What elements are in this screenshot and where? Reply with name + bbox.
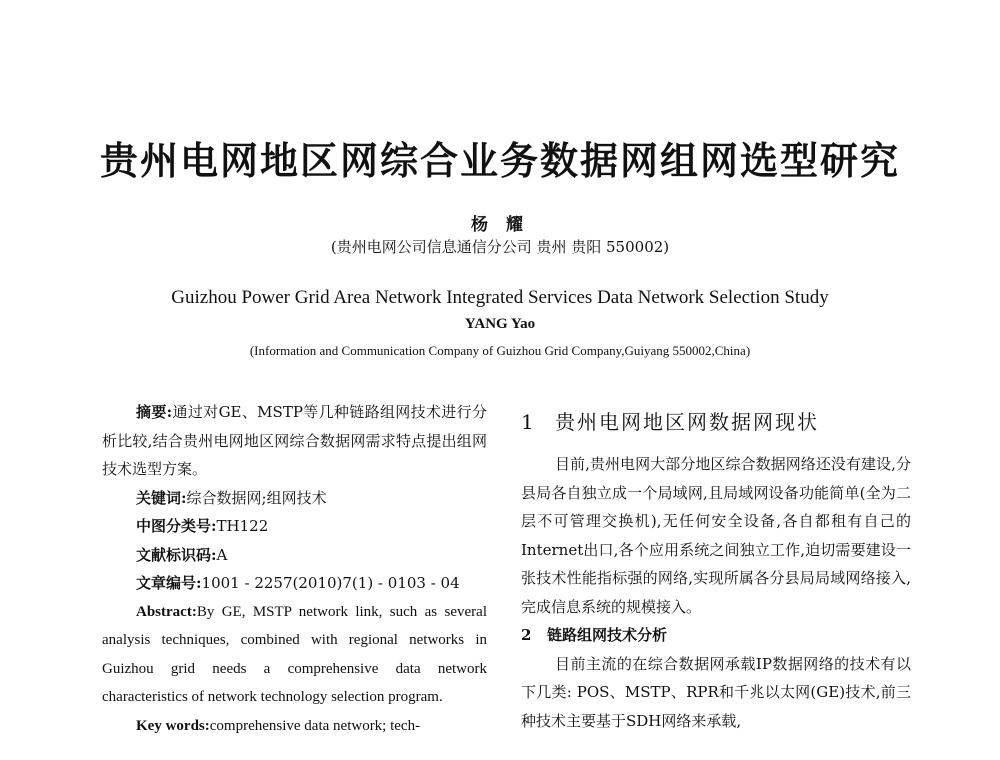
paper-title-cn: 贵州电网地区网综合业务数据网组网选型研究: [99, 138, 900, 183]
author-name-cn: 杨 耀: [471, 215, 529, 235]
right-column: [521, 405, 911, 735]
clc-number-text: TH122: [216, 517, 269, 535]
document-code: [102, 541, 487, 570]
abstract-en-label: Abstract:: [136, 603, 197, 620]
document-code-label: 文献标识码:: [136, 545, 217, 564]
article-id-label: 文章编号:: [136, 574, 202, 592]
document-code-text: A: [216, 545, 228, 564]
section-2-title: 链路组网技术分析: [547, 626, 668, 644]
section-2-heading: [521, 621, 911, 650]
abstract-en: [102, 598, 487, 712]
keywords-en-label: Key words:: [136, 717, 210, 734]
keywords-en: [102, 712, 487, 741]
affiliation-en: (Information and Communication Company of Guizhou Grid Company,Guiyang 550002,China): [249, 343, 751, 358]
left-column: [102, 398, 487, 740]
section-1-heading: [521, 405, 911, 439]
section-1-title: 贵州电网地区网数据网现状: [555, 410, 819, 434]
section-1-paragraph: 目前,贵州电网大部分地区综合数据网络还没有建设,分县局各自独立成一个局域网,且局域网设备功能简单(全为二层不可管理交换机),无任何安全设备,各自都租有自己的Internet出口,各个应用系统之间独立工作,迫切需要建设一张技术性能指标强的网络,实现所属各分县局局域网络接入,完成信息系统的规模接入。: [521, 455, 911, 616]
article-id-text: 1001 - 2257(2010)7(1) - 0103 - 04: [201, 574, 460, 592]
affiliation-cn: (贵州电网公司信息通信分公司 贵州 贵阳 550002): [330, 238, 670, 256]
keywords-cn: [102, 484, 487, 513]
keywords-en-text: comprehensive data network; tech-: [209, 717, 421, 734]
article-id: [102, 569, 487, 598]
clc-number: [102, 512, 487, 541]
author-name-en: YANG Yao: [464, 316, 536, 332]
keywords-cn-text: 综合数据网;组网技术: [186, 488, 327, 507]
abstract-en-text: By GE, MSTP network link, such as several analysis techniques, combined with regional networks in Guizhou grid needs a comprehensive data network characteristics of network technology selection program.: [102, 603, 487, 705]
abstract-cn-text: 通过对GE、MSTP等几种链路组网技术进行分析比较,结合贵州电网地区网综合数据网需求特点提出组网技术选型方案。: [102, 403, 487, 478]
section-2-paragraph: 目前主流的在综合数据网承载IP数据网络的技术有以下几类: POS、MSTP、RPR和千兆以太网(GE)技术,前三种技术主要基于SDH网络来承载,: [521, 654, 911, 730]
section-1-number: 1: [521, 410, 536, 434]
section-2-number: 2: [521, 626, 532, 644]
clc-number-label: 中图分类号:: [136, 517, 217, 535]
keywords-cn-label: 关键词:: [136, 488, 187, 507]
abstract-cn-label: 摘要:: [136, 403, 173, 421]
abstract-cn: [102, 398, 487, 484]
paper-title-en: Guizhou Power Grid Area Network Integrated Services Data Network Selection Study: [171, 287, 829, 308]
